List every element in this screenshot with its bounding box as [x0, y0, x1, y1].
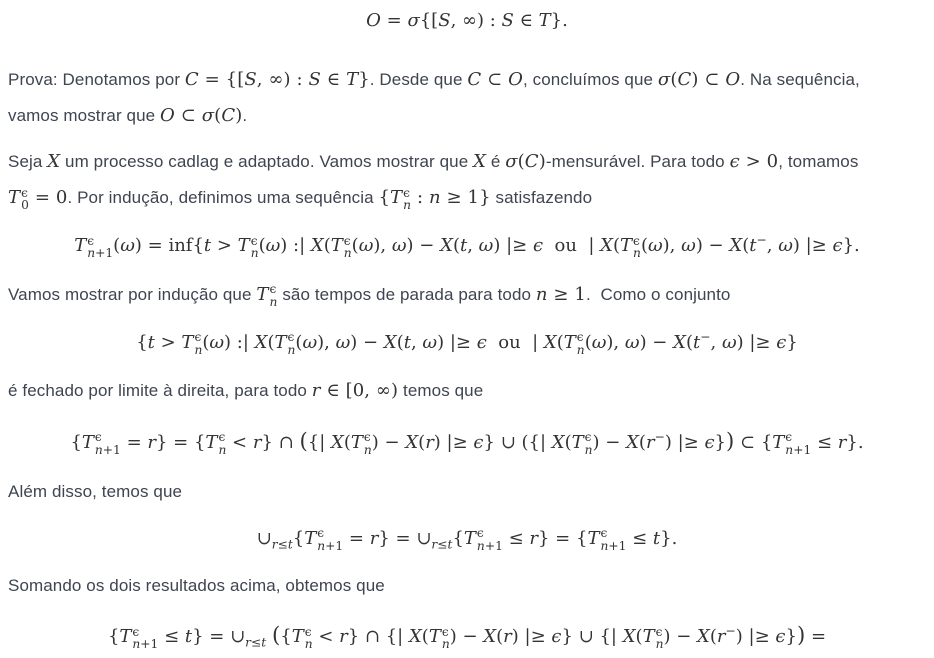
display-formula-conclusao: {T ϵ n+1 ≤ $t\} = \cup_{r\le t}$ ({T ϵ n < r} ∩ {| X(T ϵ n ) − X(r) |≥ ϵ} ∪ {| X(T ϵ n ) − X(r−) |≥ ϵ}) = [107, 623, 827, 652]
display-formula-intersecao-uniao: {T ϵ n+1 = r} = {T ϵ n < r} ∩ ({| X(T ϵ n ) − X(r) |≥ ϵ} ∪ ({| X(T ϵ n ) − X(r−) |≥ ϵ}) ⊂ {T ϵ n+1 ≤ r}. [70, 428, 864, 457]
paragraph-somando-resultados: Somando os dois resultados acima, obtemos que [8, 576, 385, 596]
paragraph-alem-disso: Além disso, temos que [8, 482, 183, 502]
paragraph-fechado-limite-direita: é fechado por limite à direita, para todo r ∈ [0, ∞) temos que [8, 379, 484, 401]
paragraph-prova-intro: Prova: Denotamos por C = {[S, ∞) : S ∈ T}. Desde que C ⊂ O, concluímos que σ(C) ⊂ O. Na sequência, vamos mostrar que O ⊂ σ(C). [8, 69, 860, 127]
display-formula-conjunto: {t > T ϵ n (ω) :| X(T ϵ n (ω), ω) − X(t, ω) |≥ ϵ ou | X(T ϵ n (ω), ω) − X(t−, ω) |≥ ϵ} [136, 329, 798, 357]
display-formula-uniao-r-le-t: $\cup_{r\le t}\{T$ ϵ n+1 = $r\} = \cup_{r\le t}\{T$ ϵ n+1 ≤ r} = {T ϵ n+1 ≤ t}. [256, 526, 678, 554]
paragraph-tempos-de-parada: Vamos mostrar por indução que T ϵ n são tempos de parada para todo n ≥ 1. Como o conjunto [8, 281, 731, 309]
display-formula-inf-definition: T ϵ n+1 (ω) = inf{t > T ϵ n (ω) :| X(T ϵ n (ω), ω) − X(t, ω) |≥ ϵ ou | X(T ϵ n (ω), ω) − X(t−, ω) |≥ ϵ}. [74, 233, 860, 261]
display-formula-sigma-algebra: O = σ{[S, ∞) : S ∈ T}. [366, 10, 568, 31]
paragraph-seja-x-processo: Seja X um processo cadlag e adaptado. Vamos mostrar que X é σ(C)-mensurável. Para todo ϵ > 0, tomamos T ϵ 0 = 0. Por indução, definimos uma sequência {T ϵ n : n ≥ 1} satisfazendo [8, 151, 859, 213]
